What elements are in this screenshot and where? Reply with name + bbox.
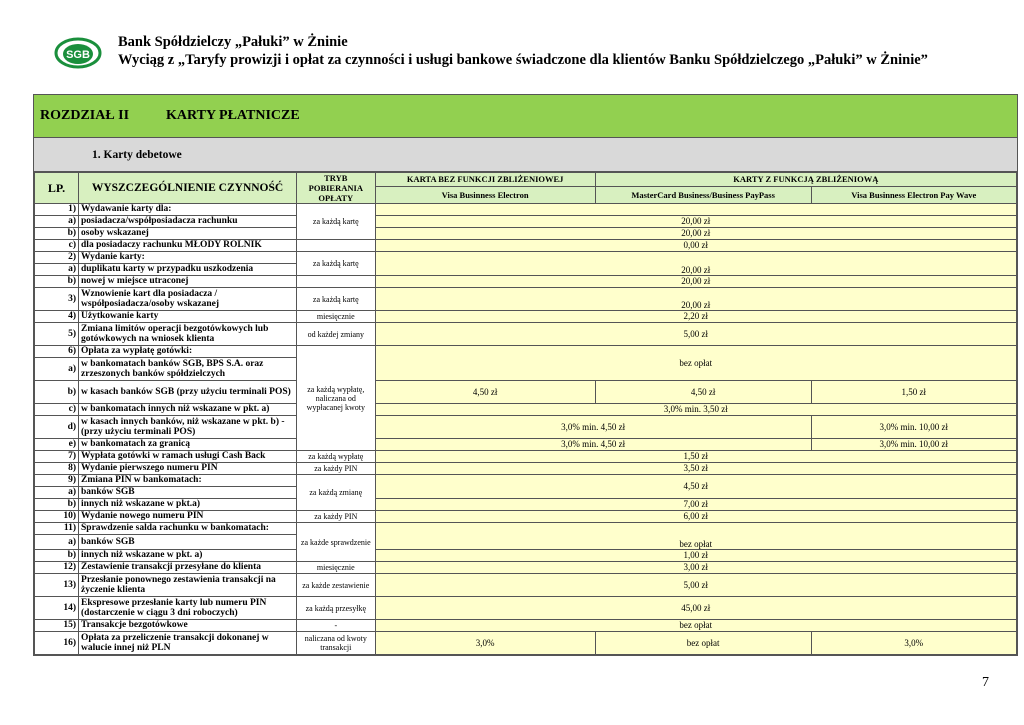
section-header	[34, 95, 1017, 138]
table-row	[35, 311, 1017, 323]
col-group-2: KARTY Z FUNKCJĄ ZBLIŻENIOWĄ	[595, 173, 1016, 187]
row-desc: banków SGB	[79, 535, 297, 550]
row-lp: 5)	[35, 323, 79, 346]
row-desc: Ekspresowe przesłanie karty lub numeru PIN (dostarczenie w ciągu 3 dni roboczych)	[79, 597, 297, 620]
col-card-1: Visa Businness Electron	[375, 186, 595, 203]
row-value: 3,00 zł	[375, 562, 1016, 574]
table-row	[35, 323, 1017, 346]
row-value: 3,0%	[375, 632, 595, 655]
table-row	[35, 511, 1017, 523]
col-group-1: KARTA BEZ FUNKCJI ZBLIŻENIOWEJ	[375, 173, 595, 187]
row-value: 20,00 zł	[375, 216, 1016, 228]
row-lp: a)	[35, 358, 79, 381]
row-lp: b)	[35, 276, 79, 288]
page-number: 7	[982, 675, 989, 690]
row-value: 20,00 zł	[375, 252, 1016, 276]
row-lp: 10)	[35, 511, 79, 523]
row-lp: e)	[35, 439, 79, 451]
row-tryb: za każdą zmianę	[297, 475, 376, 511]
table-row	[35, 252, 1017, 264]
row-desc: dla posiadaczy rachunku MŁODY ROLNIK	[79, 240, 297, 252]
table-row	[35, 632, 1017, 655]
row-tryb: za każdą kartę	[297, 288, 376, 311]
table-row	[35, 416, 1017, 439]
fee-section	[33, 94, 1018, 656]
row-lp: b)	[35, 381, 79, 404]
row-desc: Wydanie nowego numeru PIN	[79, 511, 297, 523]
row-value: 4,50 zł	[375, 381, 595, 404]
row-tryb: miesięcznie	[297, 311, 376, 323]
row-desc: w bankomatach innych niż wskazane w pkt. a)	[79, 404, 297, 416]
row-tryb	[297, 240, 376, 252]
row-value: 1,00 zł	[375, 550, 1016, 562]
sgb-logo	[54, 36, 104, 70]
row-desc: Wznowienie kart dla posiadacza / współposiadacza/osoby wskazanej	[79, 288, 297, 311]
row-desc: posiadacza/współposiadacza rachunku	[79, 216, 297, 228]
row-value: 1,50 zł	[375, 451, 1016, 463]
row-desc: Użytkowanie karty	[79, 311, 297, 323]
row-lp: 11)	[35, 523, 79, 535]
document-header	[54, 30, 1014, 70]
row-tryb: naliczana od kwoty transakcji	[297, 632, 376, 655]
row-desc: Transakcje bezgotówkowe	[79, 620, 297, 632]
document-title: Wyciąg z „Taryfy prowizji i opłat za czynności i usługi bankowe świadczone dla klientów Banku Spółdzielczego „Pałuki” w Żninie”	[118, 52, 928, 68]
row-desc: nowej w miejsce utraconej	[79, 276, 297, 288]
row-lp: 8)	[35, 463, 79, 475]
row-desc: Zestawienie transakcji przesyłane do klienta	[79, 562, 297, 574]
row-value: 20,00 zł	[375, 288, 1016, 311]
row-desc: Zmiana PIN w bankomatach:	[79, 475, 297, 487]
row-lp: b)	[35, 550, 79, 562]
row-desc: innych niż wskazane w pkt. a)	[79, 550, 297, 562]
row-tryb: za każde sprawdzenie	[297, 523, 376, 562]
row-desc: Opłata za przeliczenie transakcji dokonanej w walucie innej niż PLN	[79, 632, 297, 655]
row-lp: c)	[35, 404, 79, 416]
col-tryb: TRYB POBIERANIA OPŁATY	[297, 173, 376, 204]
table-row	[35, 228, 1017, 240]
row-value: 2,20 zł	[375, 311, 1016, 323]
header-title	[118, 33, 928, 69]
row-desc: Wypłata gotówki w ramach usługi Cash Back	[79, 451, 297, 463]
table-row	[35, 240, 1017, 252]
row-lp: 16)	[35, 632, 79, 655]
fee-table	[34, 172, 1017, 655]
row-desc: Wydanie pierwszego numeru PIN	[79, 463, 297, 475]
row-tryb: za każdy PIN	[297, 463, 376, 475]
row-tryb: za każdą kartę	[297, 252, 376, 276]
section-name: KARTY PŁATNICZE	[166, 108, 300, 123]
row-lp: 9)	[35, 475, 79, 487]
row-lp: d)	[35, 416, 79, 439]
table-row	[35, 404, 1017, 416]
row-desc: Wydawanie karty dla:	[79, 204, 297, 216]
table-row	[35, 475, 1017, 487]
row-value: bez opłat	[375, 346, 1016, 381]
col-card-2: MasterCard Business/Business PayPass	[595, 186, 811, 203]
row-lp: 13)	[35, 574, 79, 597]
row-value: 3,0%	[811, 632, 1016, 655]
row-tryb: za każdą wypłatę	[297, 451, 376, 463]
row-tryb: za każde zestawienie	[297, 574, 376, 597]
table-row	[35, 620, 1017, 632]
row-lp: 6)	[35, 346, 79, 358]
row-tryb	[297, 276, 376, 288]
row-desc: w kasach banków SGB (przy użyciu terminali POS)	[79, 381, 297, 404]
row-value: 3,0% min. 10,00 zł	[811, 416, 1016, 439]
row-value: 3,0% min. 4,50 zł	[375, 439, 811, 451]
col-lp: LP.	[35, 173, 79, 204]
row-tryb: miesięcznie	[297, 562, 376, 574]
row-lp: c)	[35, 240, 79, 252]
row-lp: a)	[35, 216, 79, 228]
row-desc: Wydanie karty:	[79, 252, 297, 264]
row-desc: Przesłanie ponownego zestawienia transakcji na życzenie klienta	[79, 574, 297, 597]
row-lp: a)	[35, 535, 79, 550]
table-row	[35, 288, 1017, 311]
row-value: bez opłat	[375, 523, 1016, 550]
row-lp: a)	[35, 487, 79, 499]
table-row	[35, 499, 1017, 511]
logo-text: SGB	[66, 49, 90, 61]
row-desc: w kasach innych banków, niż wskazane w pkt. b) - (przy użyciu terminali POS)	[79, 416, 297, 439]
table-row	[35, 550, 1017, 562]
row-tryb: za każdą kartę	[297, 204, 376, 240]
table-row	[35, 381, 1017, 404]
col-card-3: Visa Businness Electron Pay Wave	[811, 186, 1016, 203]
table-row	[35, 204, 1017, 216]
row-lp: 7)	[35, 451, 79, 463]
row-lp: 2)	[35, 252, 79, 264]
row-desc: banków SGB	[79, 487, 297, 499]
section-number: ROZDZIAŁ II	[40, 108, 130, 123]
table-header-row	[35, 173, 1017, 187]
row-value: 6,00 zł	[375, 511, 1016, 523]
table-row	[35, 562, 1017, 574]
row-value: 4,50 zł	[375, 475, 1016, 499]
table-row	[35, 346, 1017, 358]
row-tryb: za każdą wypłatę, naliczana od wypłacanej kwoty	[297, 346, 376, 451]
table-row	[35, 439, 1017, 451]
row-value: 3,50 zł	[375, 463, 1016, 475]
table-row	[35, 451, 1017, 463]
row-tryb: -	[297, 620, 376, 632]
row-desc: duplikatu karty w przypadku uszkodzenia	[79, 264, 297, 276]
row-value: 45,00 zł	[375, 597, 1016, 620]
subsection-title: 1. Karty debetowe	[92, 149, 182, 161]
row-tryb: za każdą przesyłkę	[297, 597, 376, 620]
row-value: bez opłat	[375, 620, 1016, 632]
row-value: 0,00 zł	[375, 240, 1016, 252]
row-value: 5,00 zł	[375, 323, 1016, 346]
row-desc: w bankomatach za granicą	[79, 439, 297, 451]
row-value: 3,0% min. 10,00 zł	[811, 439, 1016, 451]
bank-name: Bank Spółdzielczy „Pałuki” w Żninie	[118, 34, 348, 50]
row-value: bez opłat	[595, 632, 811, 655]
row-value: 1,50 zł	[811, 381, 1016, 404]
row-value: 3,0% min. 3,50 zł	[375, 404, 1016, 416]
row-lp: 3)	[35, 288, 79, 311]
row-lp: 4)	[35, 311, 79, 323]
row-value: 4,50 zł	[595, 381, 811, 404]
row-lp: b)	[35, 499, 79, 511]
row-lp: 1)	[35, 204, 79, 216]
table-row	[35, 463, 1017, 475]
table-row	[35, 597, 1017, 620]
row-value: 20,00 zł	[375, 228, 1016, 240]
row-desc: w bankomatach banków SGB, BPS S.A. oraz zrzeszonych banków spółdzielczych	[79, 358, 297, 381]
row-lp: a)	[35, 264, 79, 276]
row-desc: Zmiana limitów operacji bezgotówkowych lub gotówkowych na wniosek klienta	[79, 323, 297, 346]
table-row	[35, 276, 1017, 288]
row-desc: Sprawdzenie salda rachunku w bankomatach:	[79, 523, 297, 535]
row-lp: 15)	[35, 620, 79, 632]
row-value	[375, 204, 1016, 216]
row-value: 7,00 zł	[375, 499, 1016, 511]
row-lp: 14)	[35, 597, 79, 620]
row-tryb: za każdy PIN	[297, 511, 376, 523]
row-value: 5,00 zł	[375, 574, 1016, 597]
row-desc: innych niż wskazane w pkt.a)	[79, 499, 297, 511]
row-desc: Opłata za wypłatę gotówki:	[79, 346, 297, 358]
row-value: 20,00 zł	[375, 276, 1016, 288]
table-row	[35, 574, 1017, 597]
col-desc: WYSZCZEGÓLNIENIE CZYNNOŚĆ	[79, 173, 297, 204]
row-value: 3,0% min. 4,50 zł	[375, 416, 811, 439]
row-lp: b)	[35, 228, 79, 240]
row-desc: osoby wskazanej	[79, 228, 297, 240]
subsection-header	[34, 138, 1017, 172]
table-row	[35, 216, 1017, 228]
row-tryb: od każdej zmiany	[297, 323, 376, 346]
row-lp: 12)	[35, 562, 79, 574]
table-row	[35, 523, 1017, 535]
